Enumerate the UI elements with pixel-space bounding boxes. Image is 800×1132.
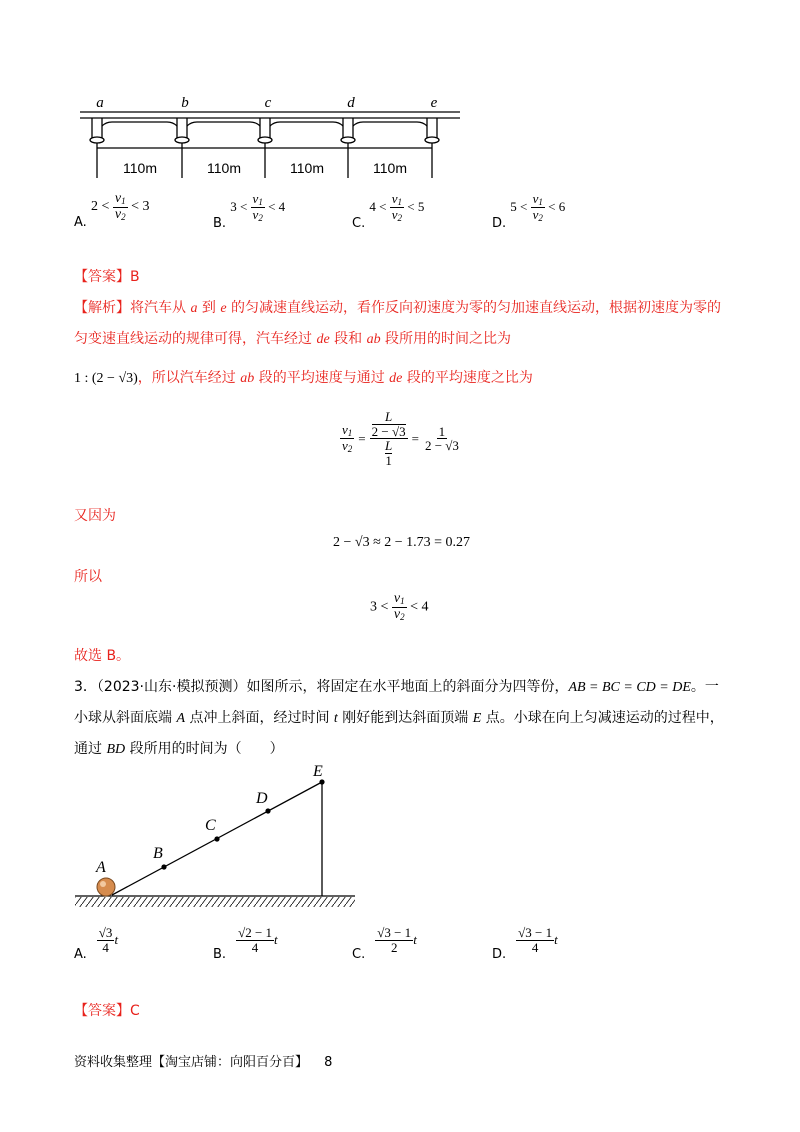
q2-option-a[interactable]: A. 2 < $\frac{v_1}{v_2}$ < 3 [74, 191, 150, 231]
choose-b-label: 故选 B。 [74, 648, 131, 664]
pier-label-d: d [347, 95, 355, 111]
pier-label-a: a [96, 95, 104, 111]
pier-label-e: e [430, 95, 438, 111]
incline-label-E: E [313, 763, 323, 780]
incline-figure [70, 760, 370, 915]
incline-label-D: D [256, 790, 268, 807]
therefore-label: 所以 [74, 569, 102, 585]
q3-option-a[interactable]: A. $\frac{√3}{4}$ t [74, 925, 119, 962]
incline-label-A: A [96, 859, 106, 876]
span-label-1: 110m [123, 160, 157, 176]
q3-option-b[interactable]: B. $\frac{√2 - 1}{4}$ t [213, 925, 278, 962]
span-label-3: 110m [290, 160, 324, 176]
page-footer [74, 1051, 332, 1070]
q3-option-d[interactable]: D. $\frac{√3 - 1}{4}$ t [492, 925, 558, 962]
also-because-label: 又因为 [74, 508, 116, 524]
span-label-4: 110m [373, 160, 407, 176]
q2-analysis-line3: 1 : (2 − √3)，所以汽车经过 ab 段的平均速度与通过 de 段的平均速度之比为 [74, 370, 533, 386]
result-inequality: 3 < $\frac{v_1}{v_2}$ < 4 [370, 591, 429, 622]
span-label-2: 110m [207, 160, 241, 176]
q3-stem-line1: 3．（2023·山东·模拟预测）如图所示，将固定在水平地面上的斜面分为四等份，AB = BC = CD = DE。一 [74, 679, 719, 695]
pier-label-c: c [264, 95, 272, 111]
q3-option-c[interactable]: C. $\frac{√3 - 1}{2}$ t [352, 925, 417, 962]
incline-label-B: B [153, 845, 163, 862]
incline-label-C: C [205, 817, 216, 834]
q2-option-b[interactable]: B. 3 < $\frac{v_1}{v_2}$ < 4 [213, 191, 286, 231]
velocity-ratio-formula: $\frac{v_1}{v_2}$ = L 2 − √3 L 1 = $\frac{1}{2 - √3}$ [342, 409, 459, 468]
q2-answer: 【答案】B [74, 269, 140, 285]
page-number: 8 [324, 1055, 333, 1070]
q3-answer: 【答案】C [74, 1003, 140, 1019]
q2-analysis-line2: 匀变速直线运动的规律可得，汽车经过 de 段和 ab 段所用的时间之比为 [74, 331, 512, 347]
bridge-figure [70, 90, 470, 180]
footer-text: 资料收集整理【淘宝店铺：向阳百分百】 [74, 1055, 309, 1070]
q2-option-c[interactable]: C. 4 < $\frac{v_1}{v_2}$ < 5 [352, 191, 425, 231]
approx-formula: 2 − √3 ≈ 2 − 1.73 = 0.27 [333, 535, 471, 550]
q3-stem-line3: 通过 BD 段所用的时间为（ ） [74, 741, 284, 757]
q2-analysis-line1: 【解析】将汽车从 a 到 e 的匀减速直线运动，看作反向初速度为零的匀加速直线运动，根据初速度为零的 [74, 300, 722, 316]
pier-label-b: b [181, 95, 189, 111]
q2-option-d[interactable]: D. 5 < $\frac{v_1}{v_2}$ < 6 [492, 191, 566, 231]
q3-stem-line2: 小球从斜面底端 A 点冲上斜面，经过时间 t 刚好能到达斜面顶端 E 点。小球在向上匀减速运动的过程中， [74, 710, 724, 726]
